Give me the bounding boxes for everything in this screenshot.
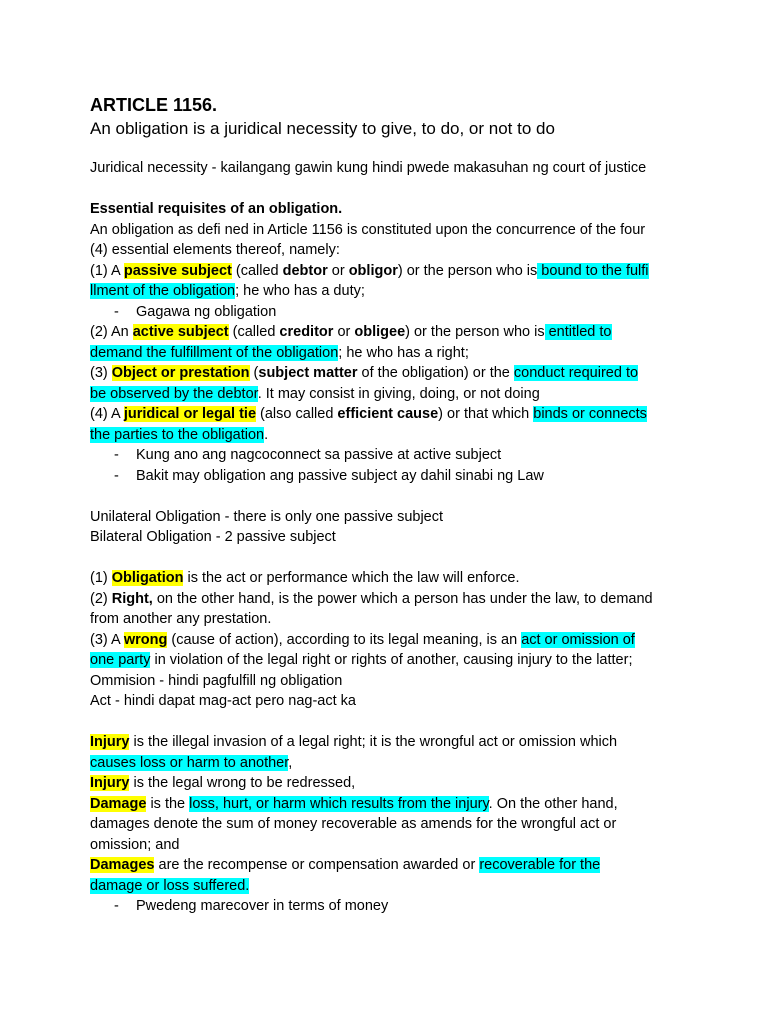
- highlight-damage: Damage: [90, 795, 147, 812]
- definition-wrong-line-2: one party in violation of the legal right or rights of another, causing injury to the latter;: [90, 652, 633, 668]
- bullet-item: - Pwedeng marecover in terms of money: [114, 898, 389, 914]
- damages-definition-line-1: Damages are the recompense or compensation awarded or recoverable for the: [90, 857, 601, 873]
- requisites-heading: Essential requisites of an obligation.: [90, 201, 343, 217]
- highlight-passive-subject: passive subject: [123, 262, 232, 279]
- definition-wrong-line-1: (3) A wrong (cause of action), according to its legal meaning, is an act or omission of: [90, 631, 635, 648]
- ommision-note: Ommision - hindi pagfulfill ng obligation: [90, 672, 343, 689]
- requisite-tie-line-2: the parties to the obligation.: [90, 426, 269, 443]
- article-subtitle: An obligation is a juridical necessity to give, to do, or not to do: [90, 119, 555, 138]
- injury-definition-line-1: Injury is the illegal invasion of a legal right; it is the wrongful act or omission which: [90, 734, 618, 750]
- requisite-tie-line-1: (4) A juridical or legal tie (also called efficient cause) or that which binds or connects: [90, 406, 647, 422]
- definition-obligation: (1) Obligation is the act or performance which the law will enforce.: [90, 570, 520, 586]
- requisite-object-line-1: (3) Object or prestation (subject matter of the obligation) or the conduct required to: [90, 365, 639, 381]
- highlight-wrong: wrong: [123, 631, 168, 648]
- requisite-active-line-1: (2) An active subject (called creditor or obligee) or the person who is entitled to: [90, 324, 612, 340]
- damage-definition-line-3: omission; and: [90, 836, 180, 853]
- injury-legal-wrong: Injury is the legal wrong to be redressed,: [90, 775, 356, 791]
- bullet-item: - Gagawa ng obligation: [114, 303, 277, 320]
- requisite-active-line-2: demand the fulfillment of the obligation; he who has a right;: [90, 344, 469, 361]
- bullet-item: - Bakit may obligation ang passive subject ay dahil sinabi ng Law: [114, 467, 544, 484]
- unilateral-note: Unilateral Obligation - there is only one passive subject: [90, 508, 444, 525]
- requisites-intro-1: An obligation as defi ned in Article 1156 is constituted upon the concurrence of the four: [90, 221, 646, 238]
- highlight-object-prestation: Object or prestation: [111, 365, 250, 381]
- highlight-injury: Injury: [90, 734, 130, 750]
- document-page: [90, 93, 690, 917]
- highlight-damages: Damages: [90, 857, 155, 873]
- requisite-passive-line-2: llment of the obligation; he who has a duty;: [90, 283, 365, 299]
- damage-definition-line-2: damages denote the sum of money recoverable as amends for the wrongful act or: [90, 816, 617, 832]
- injury-definition-line-2: causes loss or harm to another,: [90, 754, 293, 771]
- bilateral-note: Bilateral Obligation - 2 passive subject: [90, 529, 336, 545]
- highlight-injury: Injury: [90, 775, 130, 791]
- requisites-intro-2: (4) essential elements thereof, namely:: [90, 242, 340, 258]
- damages-definition-line-2: damage or loss suffered.: [90, 877, 250, 894]
- highlight-obligation: Obligation: [111, 570, 184, 586]
- highlight-active-subject: active subject: [132, 324, 229, 340]
- highlight-juridical-tie: juridical or legal tie: [123, 406, 257, 422]
- definition-right-line-1: (2) Right, on the other hand, is the power which a person has under the law, to demand: [90, 590, 653, 607]
- article-title: ARTICLE 1156.: [90, 95, 218, 115]
- requisite-object-line-2: be observed by the debtor. It may consist in giving, doing, or not doing: [90, 385, 540, 402]
- juridical-necessity-note: Juridical necessity - kailangang gawin kung hindi pwede makasuhan ng court of justice: [90, 160, 647, 176]
- bullet-item: - Kung ano ang nagcoconnect sa passive at active subject: [114, 447, 502, 463]
- damage-definition-line-1: Damage is the loss, hurt, or harm which results from the injury. On the other hand,: [90, 795, 618, 812]
- requisite-passive-line-1: (1) A passive subject (called debtor or obligor) or the person who is bound to the fulfi: [90, 262, 649, 279]
- act-note: Act - hindi dapat mag-act pero nag-act ka: [90, 693, 356, 709]
- definition-right-line-2: from another any prestation.: [90, 611, 272, 627]
